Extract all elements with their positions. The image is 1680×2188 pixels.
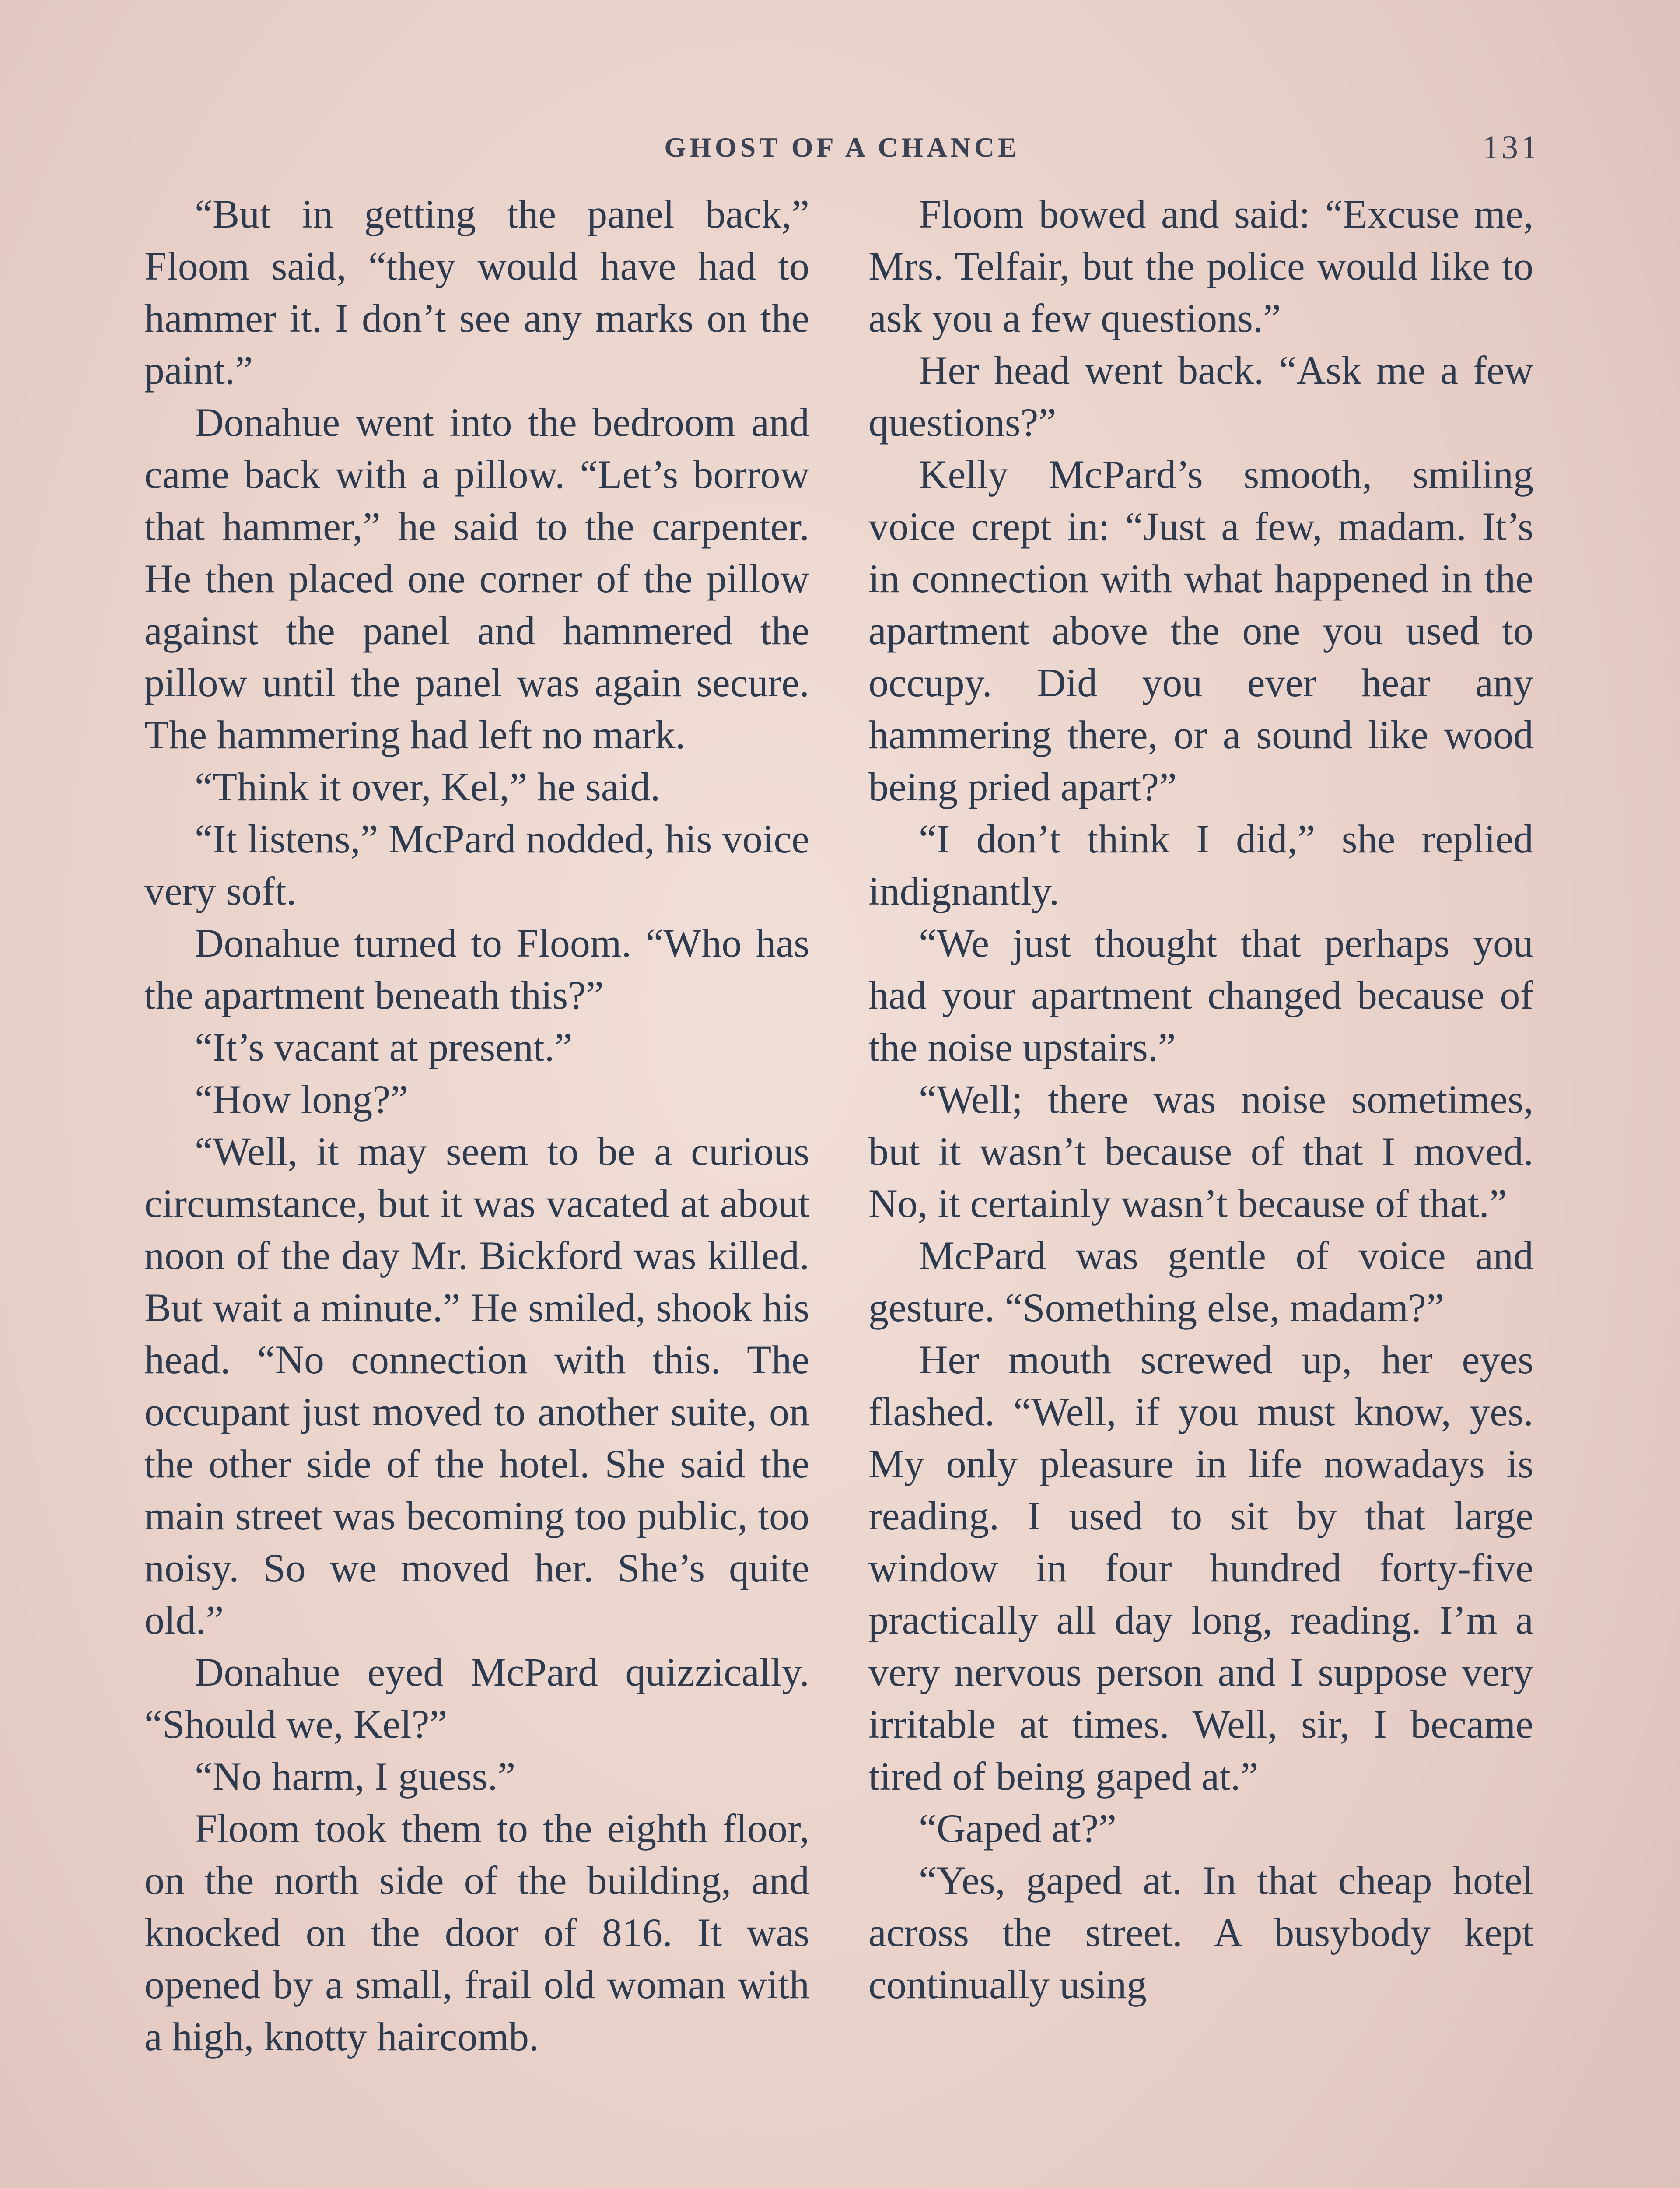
paragraph: “We just thought that perhaps you had your apartment changed because of the noise upstairs.” [868,921,1533,1069]
paragraph: “Well; there was noise sometimes, but it wasn’t because of that I moved. No, it certainly wasn’t because of that.” [868,1077,1533,1226]
paragraph: “It listens,” McPard nodded, his voice very soft. [144,817,809,913]
paragraph: “Think it over, Kel,” he said. [195,764,661,809]
left-text-column [144,188,809,2063]
paragraph: “But in getting the panel back,” Floom said, “they would have had to hammer it. I don’t see any marks on the paint.” [144,192,809,393]
right-text-column [868,188,1533,2011]
paragraph: McPard was gentle of voice and gesture. “Something else, madam?” [868,1233,1533,1330]
paragraph: “Yes, gaped at. In that cheap hotel across the street. A busybody kept continually using [868,1858,1533,2007]
paragraph: “Well, it may seem to be a curious circumstance, but it was vacated at about noon of the day Mr. Bickford was killed. But wait a minute.” He smiled, shook his head. “No connection with this. The occupant just moved to another suite, on the other side of the hotel. She said the main street was becoming too public, too noisy. So we moved her. She’s quite old.” [144,1129,809,1642]
running-head [144,131,1540,184]
paragraph: “It’s vacant at present.” [195,1025,573,1069]
paragraph: Donahue eyed McPard quizzically. “Should we, Kel?” [144,1650,809,1746]
paragraph: Floom took them to the eighth floor, on the north side of the building, and knocked on the door of 816. It was opened by a small, frail old woman with a high, knotty haircomb. [144,1806,809,2059]
paragraph: Kelly McPard’s smooth, smiling voice crept in: “Just a few, madam. It’s in connection with what happened in the apartment above the one you used to occupy. Did you ever hear any hammering there, or a sound like wood being pried apart?” [868,452,1533,809]
paragraph: Floom bowed and said: “Excuse me, Mrs. Telfair, but the police would like to ask you a few questions.” [868,192,1533,340]
paragraph: Her mouth screwed up, her eyes flashed. “Well, if you must know, yes. My only pleasure in life nowadays is reading. I used to sit by that large window in four hundred forty-five practically all day long, reading. I’m a very nervous person and I suppose very irritable at times. Well, sir, I became tired of being gaped at.” [868,1337,1533,1799]
paragraph: “No harm, I guess.” [195,1754,516,1799]
paragraph: “Gaped at?” [919,1806,1117,1851]
page-number: 131 [1482,129,1540,166]
paragraph: Her head went back. “Ask me a few questions?” [868,348,1533,445]
paragraph: “I don’t think I did,” she replied indignantly. [868,817,1533,913]
paragraph: Donahue turned to Floom. “Who has the apartment beneath this?” [144,921,809,1017]
paragraph: Donahue went into the bedroom and came back with a pillow. “Let’s borrow that hammer,” he said to the carpenter. He then placed one corner of the pillow against the panel and hammered the pillow until the panel was again secure. The hammering had left no mark. [144,400,809,757]
paragraph: “How long?” [195,1077,408,1122]
chapter-title: GHOST OF A CHANCE [664,132,1020,163]
